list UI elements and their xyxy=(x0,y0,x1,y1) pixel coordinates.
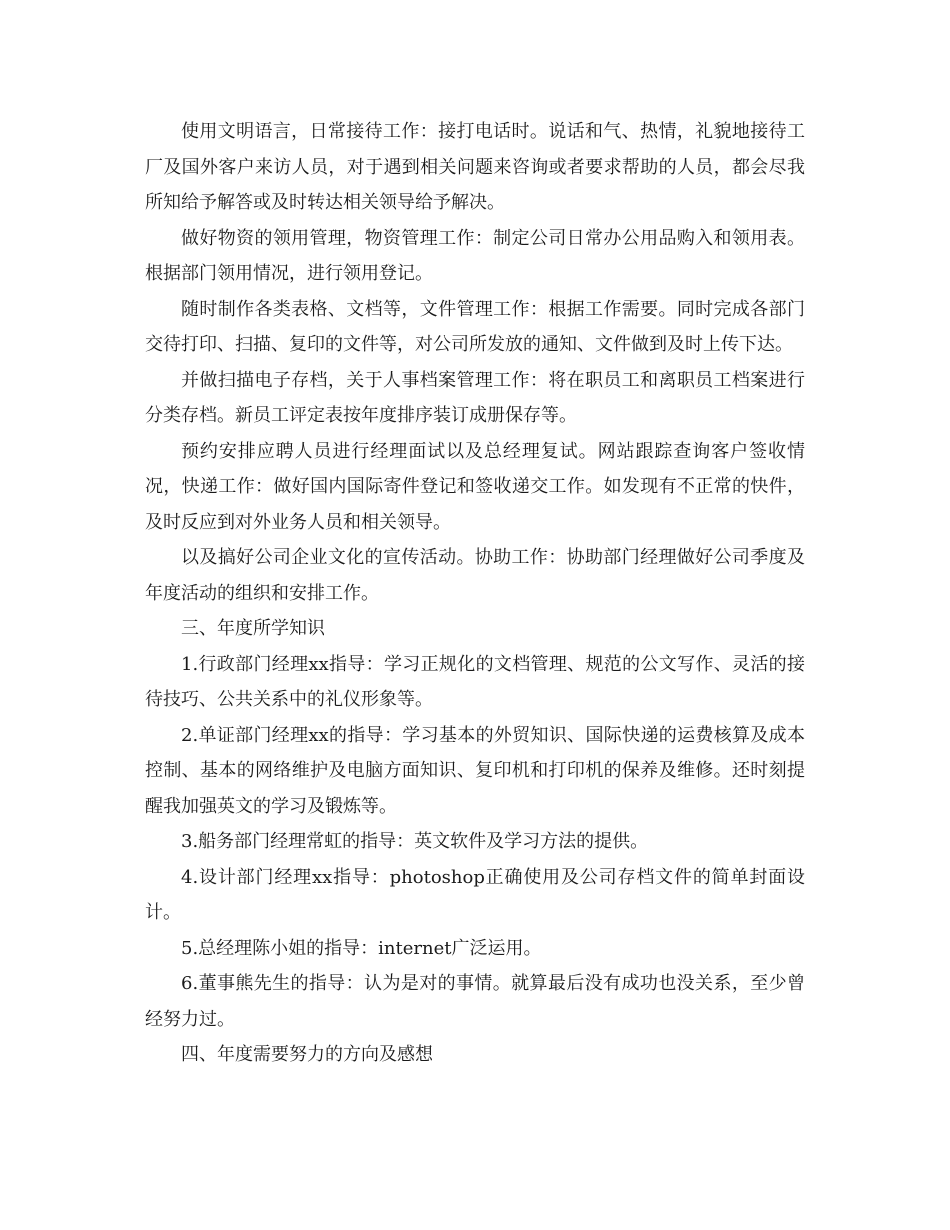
paragraph-materials: 做好物资的领用管理，物资管理工作：制定公司日常办公用品购入和领用表。根据部门领用情况，进行领用登记。 xyxy=(145,227,805,284)
list-item-4: 4.设计部门经理xx指导：photoshop正确使用及公司存档文件的简单封面设计。 xyxy=(145,866,805,923)
list-item-3: 3.船务部门经理常虹的指导：英文软件及学习方法的提供。 xyxy=(181,831,649,852)
list-item-5: 5.总经理陈小姐的指导：internet广泛运用。 xyxy=(181,937,542,959)
list-item-1: 1.行政部门经理xx指导：学习正规化的文档管理、规范的公文写作、灵活的接待技巧、公共关系中的礼仪形象等。 xyxy=(145,653,805,710)
document-body xyxy=(145,114,805,1073)
list-item-2: 2.单证部门经理xx的指导：学习基本的外贸知识、国际快递的运费核算及成本控制、基本的网络维护及电脑方面知识、复印机和打印机的保养及维修。还时刻提醒我加强英文的学习及锻炼等。 xyxy=(145,724,805,817)
paragraph-reception: 使用文明语言，日常接待工作：接打电话时。说话和气、热情，礼貌地接待工厂及国外客户来访人员，对于遇到相关问题来咨询或者要求帮助的人员，都会尽我所知给予解答或及时转达相关领导给予解决。 xyxy=(145,121,805,213)
paragraph-assistance: 以及搞好公司企业文化的宣传活动。协助工作：协助部门经理做好公司季度及年度活动的组织和安排工作。 xyxy=(145,547,805,604)
paragraph-file-management: 随时制作各类表格、文档等，文件管理工作：根据工作需要。同时完成各部门交待打印、扫描、复印的文件等，对公司所发放的通知、文件做到及时上传下达。 xyxy=(145,298,805,355)
heading-section-four: 四、年度需要努力的方向及感想 xyxy=(181,1044,433,1065)
heading-section-three: 三、年度所学知识 xyxy=(181,618,325,639)
list-item-6: 6.董事熊先生的指导：认为是对的事情。就算最后没有成功也没关系，至少曾经努力过。 xyxy=(145,973,805,1030)
paragraph-personnel-archives: 并做扫描电子存档，关于人事档案管理工作：将在职员工和离职员工档案进行分类存档。新员工评定表按年度排序装订成册保存等。 xyxy=(145,369,805,426)
paragraph-express: 预约安排应聘人员进行经理面试以及总经理复试。网站跟踪查询客户签收情况，快递工作：做好国内国际寄件登记和签收递交工作。如发现有不正常的快件，及时反应到对外业务人员和相关领导。 xyxy=(145,440,805,533)
